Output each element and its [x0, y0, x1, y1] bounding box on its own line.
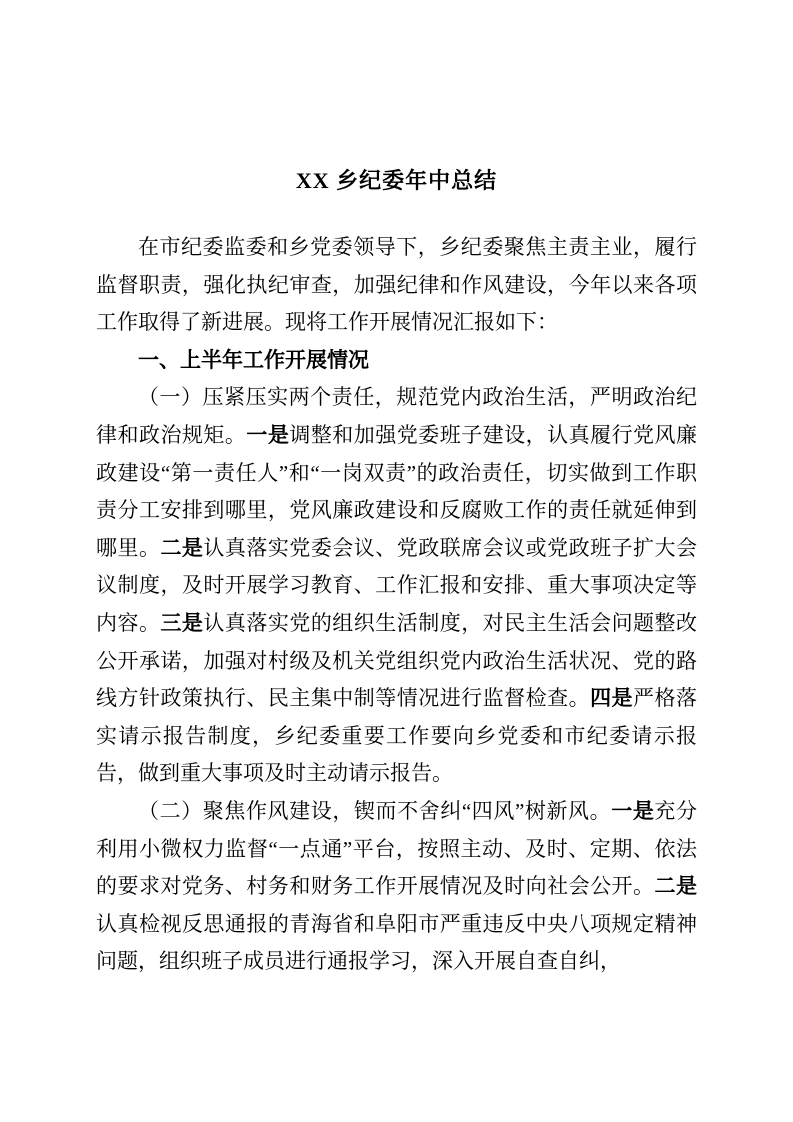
- bold-emphasis: 二是: [654, 874, 698, 899]
- document-title: XX 乡纪委年中总结: [295, 168, 498, 193]
- text-run: 认真落实党的组织生活制度，对民主生活会问题整改公开承诺，加强对村级及机关党组织党内政治生活状况、党的路线方针政策执行、民主集中制等情况进行监督检查。: [96, 610, 698, 711]
- bold-emphasis: 二是: [160, 535, 204, 560]
- bold-emphasis: 一是: [246, 422, 290, 447]
- text-run: 在市纪委监委和乡党委领导下，乡纪委聚焦主责主业，履行监督职责，强化执纪审查，加强纪律和作风建设，今年以来各项工作取得了新进展。现将工作开展情况汇报如下：: [96, 235, 697, 335]
- text-run: 认真检视反思通报的青海省和阜阳市严重违反中央八项规定精神问题，组织班子成员进行通报学习，深入开展自查自纠，: [96, 911, 697, 974]
- paragraph: [96, 379, 697, 793]
- bold-emphasis: 三是: [160, 610, 204, 635]
- bold-emphasis: 一是: [611, 798, 655, 823]
- text-run: 充分利用小微权力监督“一点通”平台，按照主动、及时、定期、依法的要求对党务、村务和财务工作开展情况及时向社会公开。: [96, 798, 698, 899]
- section-heading: [96, 342, 697, 380]
- text-run: （一）压紧压实两个责任，规范党内政治生活，严明政治纪律和政治规矩。: [96, 385, 697, 447]
- document-body: [96, 229, 697, 981]
- bold-emphasis: 四是: [590, 686, 634, 711]
- document-content: [96, 0, 697, 981]
- paragraph: [96, 229, 697, 342]
- text-run: 认真落实党委会议、党政联席会议或党政班子扩大会议制度，及时开展学习教育、工作汇报和安排、重大事项决定等内容。: [96, 535, 698, 635]
- bold-emphasis: 一、上半年工作开展情况: [138, 347, 369, 372]
- text-run: 严格落实请示报告制度，乡纪委重要工作要向乡党委和市纪委请示报告，做到重大事项及时主动请示报告。: [96, 686, 698, 786]
- paragraph: [96, 793, 697, 981]
- text-run: 调整和加强党委班子建设，认真履行党风廉政建设“第一责任人”和“一岗双责”的政治责任，切实做到工作职责分工安排到哪里，党风廉政建设和反腐败工作的责任就延伸到哪里。: [96, 422, 698, 560]
- text-run: （二）聚焦作风建设，锲而不舍纠“四风”树新风。: [138, 798, 612, 823]
